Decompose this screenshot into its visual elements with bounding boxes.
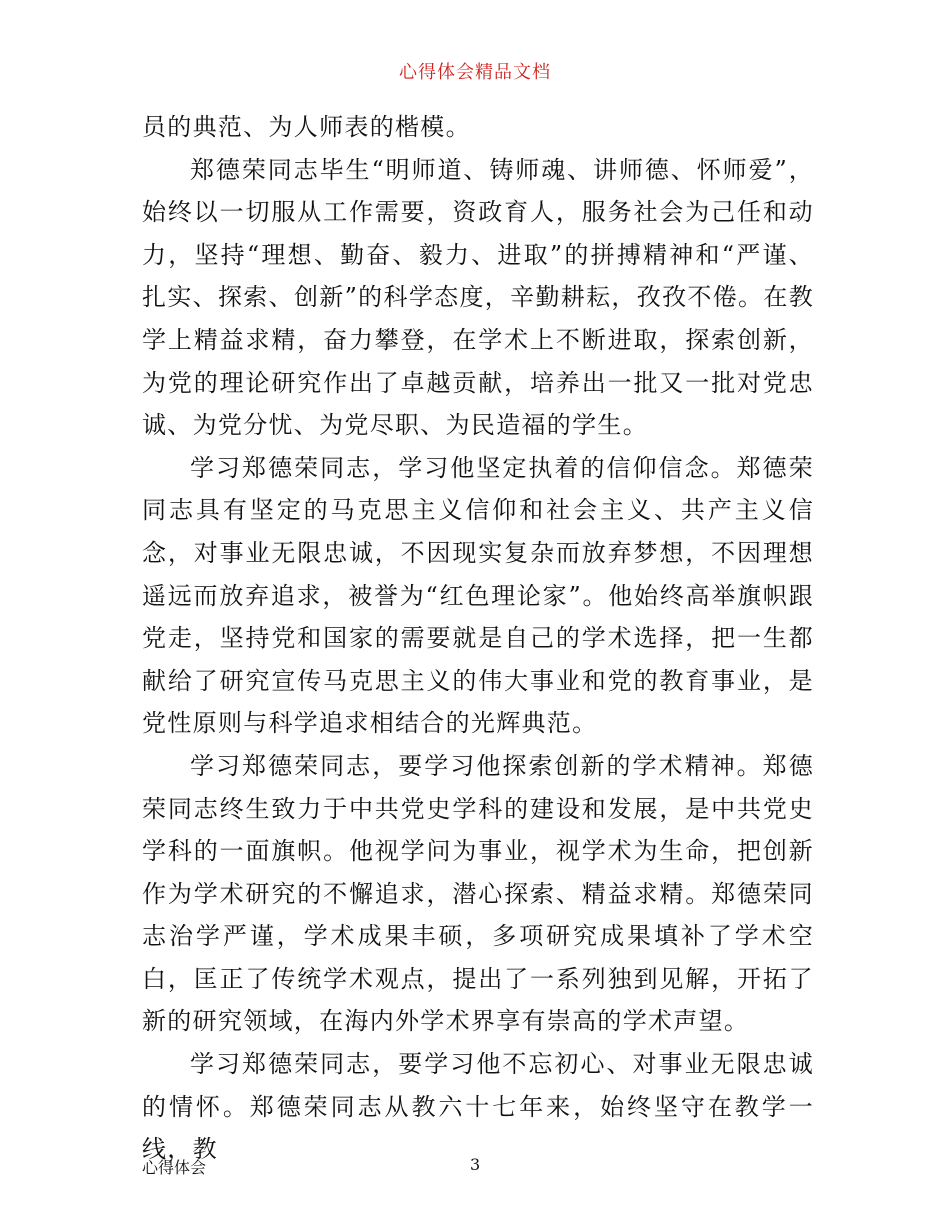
paragraph: 员的典范、为人师表的楷模。 [142, 113, 471, 141]
document-body [142, 106, 814, 1171]
paragraph: 学习郑德荣同志，要学习他探索创新的学术精神。郑德荣同志终生致力于中共党史学科的建设和发展，是中共党史学科的一面旗帜。他视学问为事业，视学术为生命，把创新作为学术研究的不懈追求，潜心探索、精益求精。郑德荣同志治学严谨，学术成果丰硕，多项研究成果填补了学术空白，匡正了传统学术观点，提出了一系列独到见解，开拓了新的研究领域，在海内外学术界享有崇高的学术声望。 [142, 751, 814, 1036]
paragraph: 学习郑德荣同志，学习他坚定执着的信仰信念。郑德荣同志具有坚定的马克思主义信仰和社会主义、共产主义信念，对事业无限忠诚，不因现实复杂而放弃梦想，不因理想遥远而放弃追求，被誉为“红色理论家”。他始终高举旗帜跟党走，坚持党和国家的需要就是自己的学术选择，把一生都献给了研究宣传马克思主义的伟大事业和党的教育事业，是党性原则与科学追求相结合的光辉典范。 [142, 453, 814, 738]
paragraph: 郑德荣同志毕生“明师道、铸师魂、讲师德、怀师爱”，始终以一切服从工作需要，资政育人，服务社会为己任和动力，坚持“理想、勤奋、毅力、进取”的拼搏精神和“严谨、扎实、探索、创新”的科学态度，辛勤耕耘，孜孜不倦。在教学上精益求精，奋力攀登，在学术上不断进取，探索创新，为党的理论研究作出了卓越贡献，培养出一批又一批对党忠诚、为党分忧、为党尽职、为民造福的学生。 [142, 155, 814, 440]
paragraph: 学习郑德荣同志，要学习他不忘初心、对事业无限忠诚的情怀。郑德荣同志从教六十七年来，始终坚守在教学一线，教 [142, 1050, 814, 1164]
page-footer-label: 心得体会 [142, 1158, 207, 1177]
page-number: 3 [470, 1155, 481, 1174]
page-header-title: 心得体会精品文档 [399, 62, 551, 83]
